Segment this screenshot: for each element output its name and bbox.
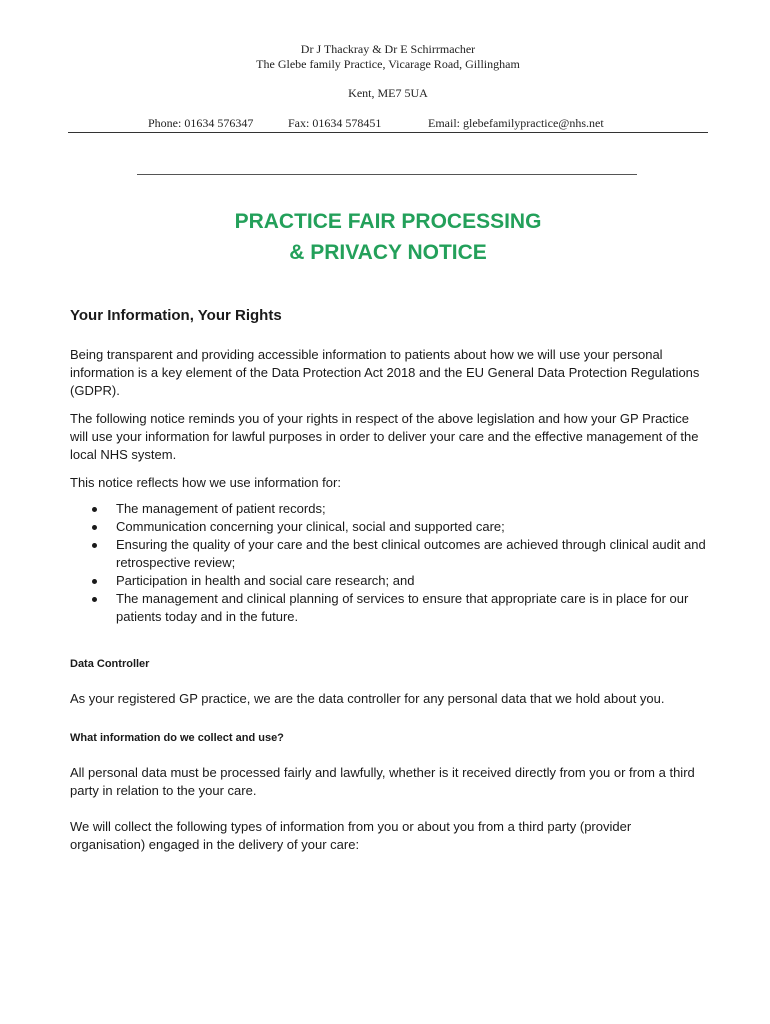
document-title — [68, 206, 708, 268]
paragraph-rights-reminder: The following notice reminds you of your rights in respect of the above legislation and how your GP Practice will use your information for lawful purposes in order to deliver your care and the effective management of the local NHS system. — [70, 411, 699, 462]
contact-email: Email: glebefamilypractice@nhs.net — [428, 116, 604, 130]
title-line-1: PRACTICE FAIR PROCESSING — [234, 210, 542, 233]
list-item: Communication concerning your clinical, social and supported care; — [70, 518, 706, 536]
uses-list — [70, 500, 706, 626]
section-heading-collection: What information do we collect and use? — [70, 732, 284, 744]
paragraph-uses-intro: This notice reflects how we use information for: — [70, 475, 341, 490]
letterhead-address: The Glebe family Practice, Vicarage Road, Gillingham — [256, 57, 520, 71]
header-divider — [68, 132, 708, 133]
paragraph-information-types: We will collect the following types of information from you or about you from a third party (provider organisation) engaged in the delivery of your care: — [70, 819, 632, 852]
contact-row — [68, 116, 708, 132]
list-item: The management and clinical planning of services to ensure that appropriate care is in place for our patients today and in the future. — [70, 590, 706, 626]
contact-fax: Fax: 01634 578451 — [288, 116, 382, 130]
section-heading-rights: Your Information, Your Rights — [70, 307, 282, 324]
document-body — [70, 306, 706, 864]
bullet-icon — [92, 579, 97, 584]
bullet-icon — [92, 543, 97, 548]
contact-phone: Phone: 01634 576347 — [148, 116, 254, 130]
letterhead — [68, 42, 708, 101]
list-item: The management of patient records; — [70, 500, 706, 518]
bullet-icon — [92, 597, 97, 602]
section-heading-data-controller: Data Controller — [70, 658, 150, 670]
list-item: Ensuring the quality of your care and the best clinical outcomes are achieved through clinical audit and retrospective review; — [70, 536, 706, 572]
title-line-2: & PRIVACY NOTICE — [289, 241, 487, 264]
bullet-icon — [92, 507, 97, 512]
letterhead-postcode: Kent, ME7 5UA — [348, 86, 428, 100]
letterhead-doctors: Dr J Thackray & Dr E Schirrmacher — [300, 42, 476, 56]
paragraph-data-controller: As your registered GP practice, we are the data controller for any personal data that we hold about you. — [70, 691, 665, 706]
paragraph-transparency: Being transparent and providing accessible information to patients about how we will use your personal information is a key element of the Data Protection Act 2018 and the EU General Data Protection Regulations (GDPR). — [70, 347, 700, 398]
bullet-icon — [92, 525, 97, 530]
list-item: Participation in health and social care research; and — [70, 572, 706, 590]
paragraph-lawful-processing: All personal data must be processed fairly and lawfully, whether is it received directly from you or from a third party in relation to the your care. — [70, 765, 695, 798]
section-divider — [137, 174, 637, 175]
